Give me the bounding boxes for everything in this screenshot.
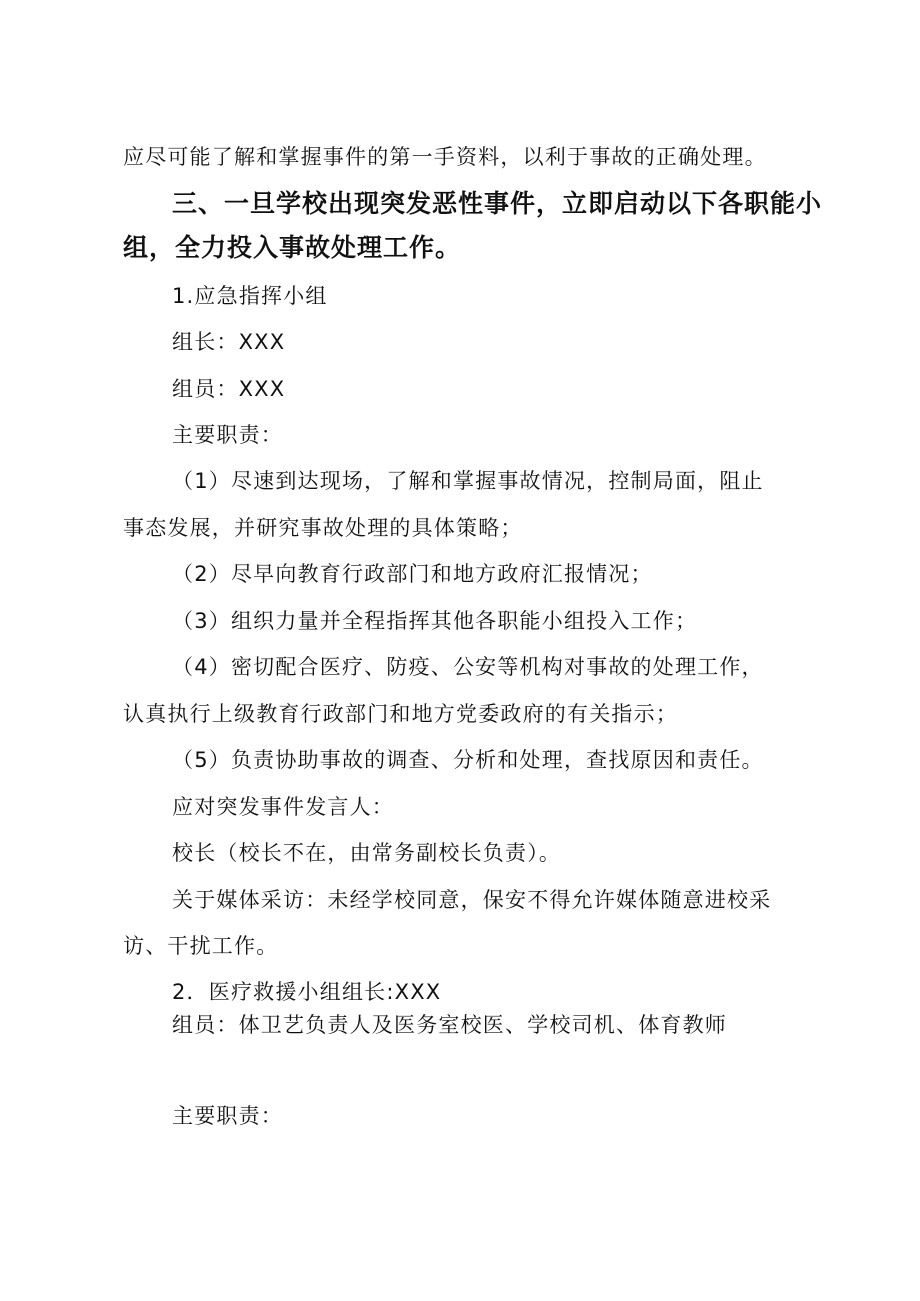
group-1-duties-label: 主要职责： <box>172 423 283 447</box>
group-1-duty-1-line-2: 事态发展，并研究事故处理的具体策略； <box>123 516 523 540</box>
group-1-leader: 组长：XXX <box>172 330 286 354</box>
group-2-title-leader: 2．医疗救援小组组长:XXX <box>172 980 442 1004</box>
group-1-duty-4-line-1: （4）密切配合医疗、防疫、公安等机构对事故的处理工作， <box>172 655 764 679</box>
group-2-duties-label: 主要职责： <box>172 1104 283 1128</box>
section-3-heading-line-1: 三、一旦学校出现突发恶性事件，立即启动以下各职能小 <box>172 189 823 218</box>
group-1-duty-5: （5）负责协助事故的调查、分析和处理，查找原因和责任。 <box>172 748 764 772</box>
media-policy-line-2: 访、干扰工作。 <box>123 934 279 958</box>
group-1-duty-1-line-1: （1）尽速到达现场，了解和掌握事故情况，控制局面，阻止 <box>172 469 764 493</box>
continuation-text: 应尽可能了解和掌握事件的第一手资料，以利于事故的正确处理。 <box>123 145 767 169</box>
group-1-title: 1.应急指挥小组 <box>172 284 328 308</box>
group-1-duty-2: （2）尽早向教育行政部门和地方政府汇报情况； <box>172 562 653 586</box>
group-1-duty-4-line-2: 认真执行上级教育行政部门和地方党委政府的有关指示； <box>123 702 678 726</box>
spokesperson-label: 应对突发事件发言人： <box>172 795 394 819</box>
group-1-members: 组员：XXX <box>172 377 286 401</box>
section-3-heading-line-2: 组，全力投入事故处理工作。 <box>123 233 462 262</box>
spokesperson-text: 校长（校长不在，由常务副校长负责）。 <box>172 841 562 865</box>
media-policy-line-1: 关于媒体采访：未经学校同意，保安不得允许媒体随意进校采 <box>172 888 772 912</box>
group-1-duty-3: （3）组织力量并全程指挥其他各职能小组投入工作； <box>172 609 698 633</box>
group-2-members: 组员：体卫艺负责人及医务室校医、学校司机、体育教师 <box>172 1013 727 1037</box>
